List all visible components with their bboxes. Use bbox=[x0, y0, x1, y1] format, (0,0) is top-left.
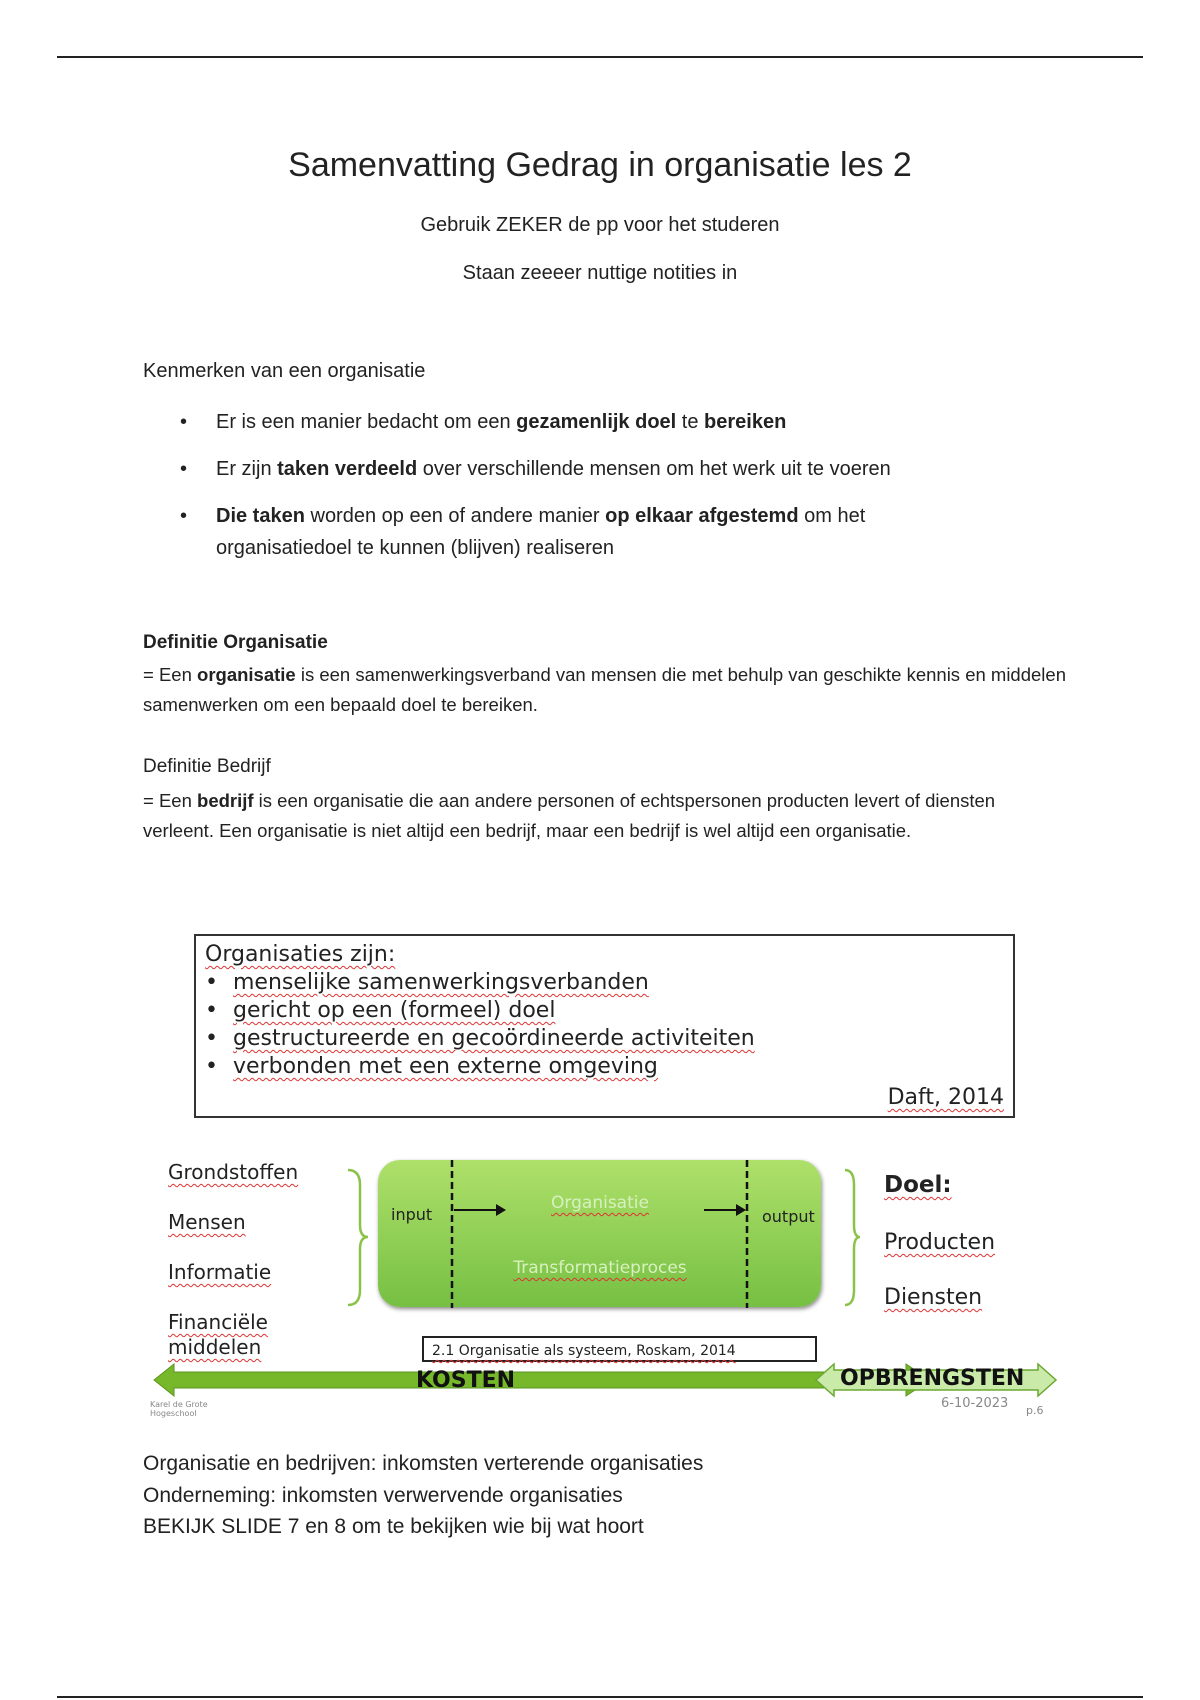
input-financiele: Financiële bbox=[168, 1310, 268, 1334]
slide-box bbox=[194, 934, 1015, 1118]
bullet-text: Die taken worden op een of andere manier op elkaar afgestemd om het organisatiedoel te kunnen (blijven) realiseren bbox=[216, 505, 866, 559]
subtitle-2: Staan zeeeer nuttige notities in bbox=[462, 262, 738, 284]
input-mensen: Mensen bbox=[168, 1210, 246, 1234]
bottom-rule bbox=[57, 1696, 1143, 1698]
top-rule bbox=[57, 56, 1143, 58]
page-title: Samenvatting Gedrag in organisatie les 2 bbox=[288, 146, 912, 184]
slide-box-item: • menselijke samenwerkingsverbanden bbox=[205, 970, 649, 995]
kosten-arrow bbox=[154, 1364, 930, 1396]
bottom-line-1: Organisatie en bedrijven: inkomsten verterende organisaties bbox=[143, 1452, 704, 1475]
subtitle-1: Gebruik ZEKER de pp voor het studeren bbox=[420, 214, 780, 236]
def-bedrijf-text: = Een bedrijf is een organisatie die aan andere personen of echtspersonen producten levert of diensten verleent. Een organisatie is niet altijd een bedrijf, maar een bedrijf is wel altijd een organisatie. bbox=[143, 790, 996, 841]
bottom-line-2: Onderneming: inkomsten verwervende organisaties bbox=[143, 1484, 623, 1507]
input-middelen: middelen bbox=[168, 1335, 262, 1359]
bullet-dot: • bbox=[180, 458, 188, 480]
def-bedrijf-heading: Definitie Bedrijf bbox=[143, 756, 271, 777]
input-label: input bbox=[391, 1205, 433, 1224]
logo-text: Karel de Grote Hogeschool bbox=[150, 1400, 208, 1418]
process-lines bbox=[378, 1158, 823, 1310]
slide-page: p.6 bbox=[1026, 1404, 1044, 1417]
bullet-dot: • bbox=[180, 505, 188, 527]
goal-producten: Producten bbox=[884, 1230, 996, 1255]
slide-box-heading: Organisaties zijn: bbox=[205, 942, 396, 967]
output-brace bbox=[842, 1165, 862, 1310]
slide-box-source: Daft, 2014 bbox=[887, 1085, 1004, 1110]
slide-date: 6-10-2023 bbox=[941, 1396, 1009, 1411]
opbrengsten-label: OPBRENGSTEN bbox=[840, 1366, 1025, 1391]
kosten-label: KOSTEN bbox=[416, 1368, 516, 1393]
box-title: Organisatie bbox=[551, 1193, 649, 1213]
def-org-text: = Een organisatie is een samenwerkingsverband van mensen die met behulp van geschikte kennis en middelen samenwerken om een bepaald doel te bereiken. bbox=[143, 664, 1066, 715]
input-brace bbox=[340, 1165, 370, 1310]
slide-box-item: • verbonden met een externe omgeving bbox=[205, 1054, 658, 1079]
def-org-heading: Definitie Organisatie bbox=[143, 632, 328, 653]
bottom-line-3: BEKIJK SLIDE 7 en 8 om te bekijken wie bij wat hoort bbox=[143, 1515, 644, 1538]
diagram-caption: 2.1 Organisatie als systeem, Roskam, 2014 bbox=[422, 1336, 817, 1362]
output-label: output bbox=[762, 1207, 815, 1226]
goal-diensten: Diensten bbox=[884, 1285, 983, 1310]
goal-title: Doel: bbox=[884, 1172, 952, 1198]
bullet-text: Er zijn taken verdeeld over verschillende mensen om het werk uit te voeren bbox=[216, 458, 891, 480]
box-subtitle: Transformatieproces bbox=[513, 1258, 687, 1278]
bullet-dot: • bbox=[180, 411, 188, 433]
slide-box-item: • gericht op een (formeel) doel bbox=[205, 998, 556, 1023]
slide-box-item: • gestructureerde en gecoördineerde activiteiten bbox=[205, 1026, 755, 1051]
input-grondstoffen: Grondstoffen bbox=[168, 1160, 299, 1184]
input-informatie: Informatie bbox=[168, 1260, 272, 1284]
kenmerken-heading: Kenmerken van een organisatie bbox=[143, 360, 426, 382]
bullet-text: Er is een manier bedacht om een gezamenlijk doel te bereiken bbox=[216, 411, 787, 433]
